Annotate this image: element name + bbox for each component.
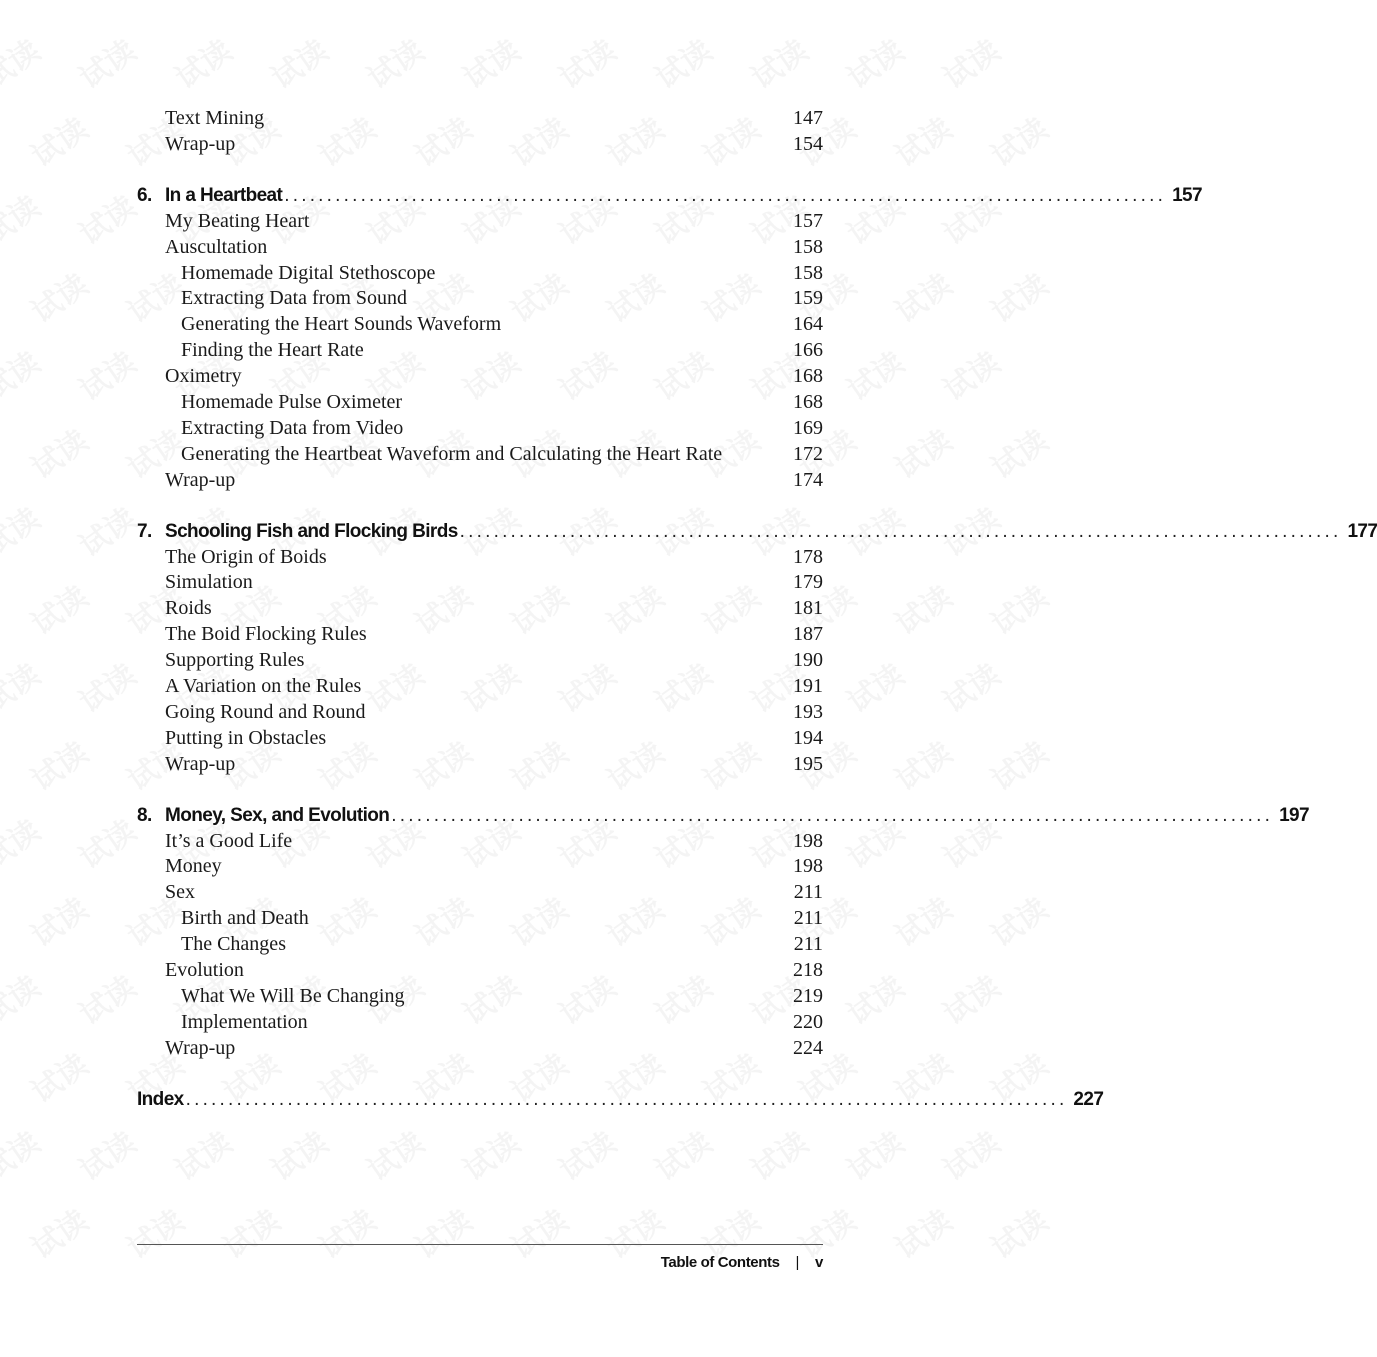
chapter-title: In a Heartbeat: [165, 184, 283, 206]
watermark-text: [21, 105, 95, 175]
toc-subentry[interactable]: [137, 338, 823, 364]
watermark-text: [69, 1119, 143, 1189]
toc-subentry[interactable]: [137, 261, 823, 287]
toc-subentry[interactable]: [137, 312, 823, 338]
watermark-text: [501, 1197, 575, 1267]
toc-entry[interactable]: [137, 958, 823, 984]
toc-entry[interactable]: [137, 726, 823, 752]
toc-entry[interactable]: [137, 106, 823, 132]
toc-entry-title: Birth and Death: [181, 907, 309, 930]
toc-entry-page: 211: [793, 907, 823, 930]
watermark-text: [21, 729, 95, 799]
chapter-title: Index: [137, 1088, 184, 1110]
watermark-text: [165, 1119, 239, 1189]
toc-entry[interactable]: [137, 622, 823, 648]
toc-entry-page: 158: [793, 235, 823, 258]
watermark-text: [885, 1197, 959, 1267]
toc-entry-title: What We Will Be Changing: [181, 984, 405, 1007]
toc-entry-title: The Boid Flocking Rules: [165, 623, 367, 646]
toc-entry[interactable]: [137, 674, 823, 700]
watermark-text: [0, 183, 47, 253]
toc-entry-title: Text Mining: [165, 107, 265, 129]
watermark-text: [21, 261, 95, 331]
toc-entry-title: Going Round and Round: [165, 700, 366, 723]
toc-entry-page: 154: [793, 132, 823, 155]
toc-entry[interactable]: [137, 235, 823, 261]
chapter-number: 6.: [137, 184, 152, 206]
toc-entry-page: 166: [793, 339, 823, 362]
watermark-text: [981, 885, 1055, 955]
toc-entry[interactable]: [137, 132, 823, 158]
toc-entry[interactable]: [137, 854, 823, 880]
dot-leader: ........................................................................................................: [185, 1088, 1068, 1110]
watermark-text: [0, 27, 47, 97]
watermark-text: [453, 1119, 527, 1189]
toc-entry-page: 224: [793, 1036, 823, 1059]
toc-entry[interactable]: [137, 596, 823, 622]
dot-leader: ........................................................................................................: [284, 184, 1167, 206]
toc-entry-page: 168: [793, 391, 823, 414]
toc-entry-title: A Variation on the Rules: [165, 675, 362, 698]
toc-entry-title: Wrap-up: [165, 132, 236, 155]
chapter-page: 227: [1073, 1088, 1104, 1110]
toc-entry-title: The Changes: [181, 933, 286, 956]
watermark-text: [885, 885, 959, 955]
chapter-number: 8.: [137, 804, 152, 826]
toc-subentry[interactable]: [137, 416, 823, 442]
watermark-text: [117, 1197, 191, 1267]
watermark-text: [837, 339, 911, 409]
watermark-text: [981, 105, 1055, 175]
watermark-text: [981, 261, 1055, 331]
watermark-text: [357, 27, 431, 97]
watermark-text: [21, 1041, 95, 1111]
watermark-text: [21, 885, 95, 955]
watermark-text: [165, 27, 239, 97]
watermark-text: [453, 27, 527, 97]
watermark-text: [69, 27, 143, 97]
watermark-text: [0, 807, 47, 877]
toc-entry-title: Sex: [165, 881, 195, 904]
watermark-text: [309, 1197, 383, 1267]
watermark-text: [885, 105, 959, 175]
toc-entry-title: It’s a Good Life: [165, 829, 293, 852]
watermark-text: [213, 1197, 287, 1267]
toc-chapter-6[interactable]: [137, 182, 1202, 209]
toc-entry-page: 220: [793, 1010, 823, 1033]
watermark-text: [69, 807, 143, 877]
footer-section-title: Table of Contents: [660, 1254, 780, 1271]
watermark-text: [837, 963, 911, 1033]
toc-entry-page: 193: [793, 700, 823, 723]
toc-entry-title: Putting in Obstacles: [165, 726, 327, 749]
watermark-text: [981, 1197, 1055, 1267]
toc-entry-page: 211: [793, 881, 823, 904]
watermark-text: [981, 573, 1055, 643]
chapter-title: Schooling Fish and Flocking Birds: [165, 520, 458, 542]
watermark-text: [981, 729, 1055, 799]
dot-leader: ........................................................................................................: [459, 520, 1342, 542]
toc-index[interactable]: [137, 1086, 1104, 1113]
toc-entry-page: 178: [793, 545, 823, 568]
toc-entry[interactable]: [137, 364, 823, 390]
toc-entry-title: Roids: [165, 597, 212, 620]
toc-entry-title: Wrap-up: [165, 1036, 236, 1059]
toc-entry-title: Oximetry: [165, 365, 242, 388]
toc-entry-page: 158: [793, 261, 823, 284]
footer-page-number: v: [815, 1254, 823, 1271]
toc-entry[interactable]: [137, 752, 823, 778]
watermark-text: [741, 27, 815, 97]
watermark-text: [0, 495, 47, 565]
toc-entry[interactable]: [137, 648, 823, 674]
toc-entry-page: 168: [793, 365, 823, 388]
toc-entry-title: Wrap-up: [165, 752, 236, 775]
toc-entry-page: 179: [793, 571, 823, 594]
watermark-text: [69, 183, 143, 253]
toc-entry[interactable]: [137, 545, 823, 571]
watermark-text: [885, 573, 959, 643]
toc-entry-page: 169: [793, 416, 823, 439]
toc-entry[interactable]: [137, 209, 823, 235]
toc-subentry[interactable]: [137, 932, 823, 958]
footer-rule: [137, 1244, 823, 1245]
toc-entry-title: My Beating Heart: [165, 209, 310, 232]
watermark-text: [549, 27, 623, 97]
toc-entry-title: Supporting Rules: [165, 649, 305, 672]
watermark-text: [645, 1119, 719, 1189]
toc-subentry[interactable]: [137, 442, 823, 468]
toc-entry[interactable]: [137, 1036, 823, 1062]
watermark-text: [69, 495, 143, 565]
watermark-text: [981, 417, 1055, 487]
footer-separator: |: [795, 1254, 800, 1271]
chapter-title: Money, Sex, and Evolution: [165, 804, 390, 826]
chapter-number: 7.: [137, 520, 152, 542]
watermark-text: [645, 27, 719, 97]
watermark-text: [837, 27, 911, 97]
watermark-text: [69, 651, 143, 721]
toc-entry-page: 147: [793, 107, 823, 129]
toc-entry-title: Wrap-up: [165, 468, 236, 491]
watermark-text: [885, 729, 959, 799]
toc-chapter-7[interactable]: [137, 518, 1377, 545]
watermark-text: [933, 1119, 1007, 1189]
watermark-text: [837, 1119, 911, 1189]
watermark-text: [21, 1197, 95, 1267]
toc-entry-title: Extracting Data from Sound: [181, 287, 408, 310]
toc-subentry[interactable]: [137, 390, 823, 416]
watermark-text: [69, 963, 143, 1033]
chapter-page: 177: [1347, 520, 1377, 542]
watermark-text: [837, 651, 911, 721]
toc-entry-page: 218: [793, 959, 823, 982]
toc-entry[interactable]: [137, 880, 823, 906]
toc-entry-title: The Origin of Boids: [165, 545, 327, 568]
watermark-text: [549, 1119, 623, 1189]
watermark-text: [261, 1119, 335, 1189]
toc-subentry[interactable]: [137, 286, 823, 312]
watermark-text: [69, 339, 143, 409]
toc-entry-title: Generating the Heartbeat Waveform and Calculating the Heart Rate: [181, 442, 723, 465]
toc-entry-title: Simulation: [165, 571, 253, 594]
toc-entry-page: 194: [793, 726, 823, 749]
watermark-text: [885, 417, 959, 487]
toc-entry-page: 198: [793, 829, 823, 852]
toc-entry-page: 195: [793, 752, 823, 775]
watermark-text: [0, 1119, 47, 1189]
toc-subentry[interactable]: [137, 984, 823, 1010]
toc-entry-page: 190: [793, 649, 823, 672]
toc-entry-page: 172: [793, 442, 823, 465]
watermark-text: [933, 963, 1007, 1033]
watermark-text: [405, 1197, 479, 1267]
watermark-text: [741, 1119, 815, 1189]
toc-chapter-8[interactable]: [137, 802, 1309, 829]
toc-entry-page: 157: [793, 209, 823, 232]
dot-leader: ........................................................................................................: [391, 804, 1274, 826]
watermark-text: [21, 417, 95, 487]
toc-entry-page: 191: [793, 675, 823, 698]
watermark-text: [0, 651, 47, 721]
toc-entry[interactable]: [137, 570, 823, 596]
toc-entry-title: Homemade Pulse Oximeter: [181, 391, 403, 414]
watermark-text: [885, 261, 959, 331]
toc-entry-title: Implementation: [181, 1010, 308, 1033]
toc-entry-title: Finding the Heart Rate: [181, 339, 364, 362]
toc-entry-title: Evolution: [165, 959, 244, 982]
toc-entry-page: 187: [793, 623, 823, 646]
watermark-text: [0, 963, 47, 1033]
watermark-text: [933, 339, 1007, 409]
toc-entry-title: Extracting Data from Video: [181, 416, 404, 439]
toc-entry-page: 219: [793, 984, 823, 1007]
page-footer: [661, 1252, 823, 1274]
toc-entry-page: 181: [793, 597, 823, 620]
watermark-text: [357, 1119, 431, 1189]
watermark-text: [261, 27, 335, 97]
toc-entry[interactable]: [137, 829, 823, 855]
toc-entry-title: Homemade Digital Stethoscope: [181, 261, 436, 284]
toc-entry-page: 198: [793, 855, 823, 878]
watermark-text: [21, 573, 95, 643]
toc-entry-page: 159: [793, 287, 823, 310]
toc-subentry[interactable]: [137, 1010, 823, 1036]
toc-subentry[interactable]: [137, 906, 823, 932]
toc-entry-title: Money: [165, 855, 222, 878]
toc-entry-title: Generating the Heart Sounds Waveform: [181, 313, 502, 336]
watermark-text: [933, 651, 1007, 721]
toc-entry-page: 174: [793, 468, 823, 491]
toc-entry-page: 164: [793, 313, 823, 336]
toc-entry-title: Auscultation: [165, 235, 268, 258]
chapter-page: 157: [1172, 184, 1202, 206]
toc-entry[interactable]: [137, 468, 823, 494]
table-of-contents: [137, 106, 1377, 1113]
watermark-text: [933, 27, 1007, 97]
watermark-text: [0, 339, 47, 409]
chapter-page: 197: [1279, 804, 1309, 826]
toc-entry-page: 211: [793, 933, 823, 956]
toc-entry[interactable]: [137, 700, 823, 726]
